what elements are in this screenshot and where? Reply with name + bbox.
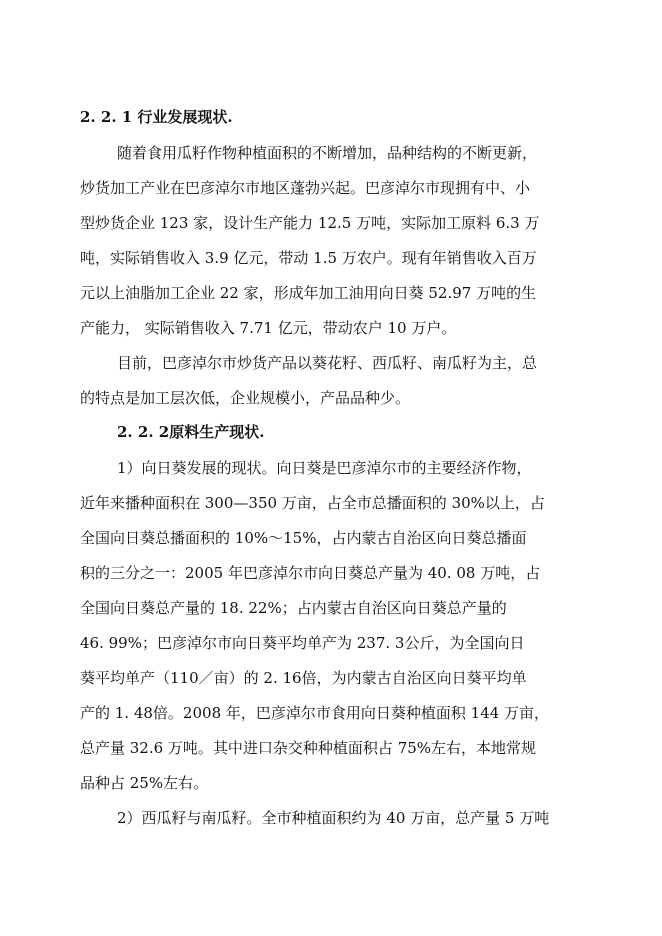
paragraph-line: 产的 1. 48倍。2008 年，巴彦淖尔市食用向日葵种植面积 144 万亩，	[80, 704, 550, 722]
paragraph-line: 型炒货企业 123 家，设计生产能力 12.5 万吨，实际加工原料 6.3 万	[80, 214, 540, 232]
paragraph-line: 目前，巴彦淖尔市炒货产品以葵花籽、西瓜籽、南瓜籽为主，总	[117, 354, 538, 372]
section-heading-2-2-1: 2. 2. 1 行业发展现状.	[80, 108, 233, 126]
paragraph-line: 全国向日葵总产量的 18. 22%；占内蒙古自治区向日葵总产量的	[80, 599, 507, 617]
paragraph-line: 品种占 25%左右。	[80, 774, 209, 792]
paragraph-line: 2）西瓜籽与南瓜籽。全市种植面积约为 40 万亩，总产量 5 万吨	[117, 809, 550, 827]
paragraph-line: 46. 99%；巴彦淖尔市向日葵平均单产为 237. 3公斤，为全国向日	[80, 634, 525, 652]
paragraph-line: 炒货加工产业在巴彦淖尔市地区蓬勃兴起。巴彦淖尔市现拥有中、小	[80, 179, 531, 197]
paragraph-line: 吨，实际销售收入 3.9 亿元，带动 1.5 万农户。现有年销售收入百万	[80, 249, 537, 267]
paragraph-line: 葵平均单产（110／亩）的 2. 16倍，为内蒙古自治区向日葵平均单	[80, 669, 527, 687]
paragraph-line: 元以上油脂加工企业 22 家，形成年加工油用向日葵 52.97 万吨的生	[80, 284, 537, 302]
paragraph-line: 1）向日葵发展的现状。向日葵是巴彦淖尔市的主要经济作物，	[117, 459, 532, 477]
paragraph-line: 近年来播种面积在 300—350 万亩，占全市总播面积的 30%以上，占	[80, 494, 545, 512]
paragraph-line: 全国向日葵总播面积的 10%～15%，占内蒙古自治区向日葵总播面	[80, 529, 527, 547]
paragraph-line: 产能力， 实际销售收入 7.71 亿元，带动农户 10 万户。	[80, 319, 457, 337]
paragraph-line: 积的三分之一：2005 年巴彦淖尔市向日葵总产量为 40. 08 万吨，占	[80, 564, 541, 582]
section-heading-2-2-2: 2. 2. 2原料生产现状.	[117, 423, 265, 441]
paragraph-line: 总产量 32.6 万吨。其中进口杂交种种植面积占 75%左右，本地常规	[80, 739, 537, 757]
paragraph-line: 随着食用瓜籽作物种植面积的不断增加，品种结构的不断更新，	[117, 144, 538, 162]
paragraph-line: 的特点是加工层次低，企业规模小，产品品种少。	[80, 389, 411, 407]
